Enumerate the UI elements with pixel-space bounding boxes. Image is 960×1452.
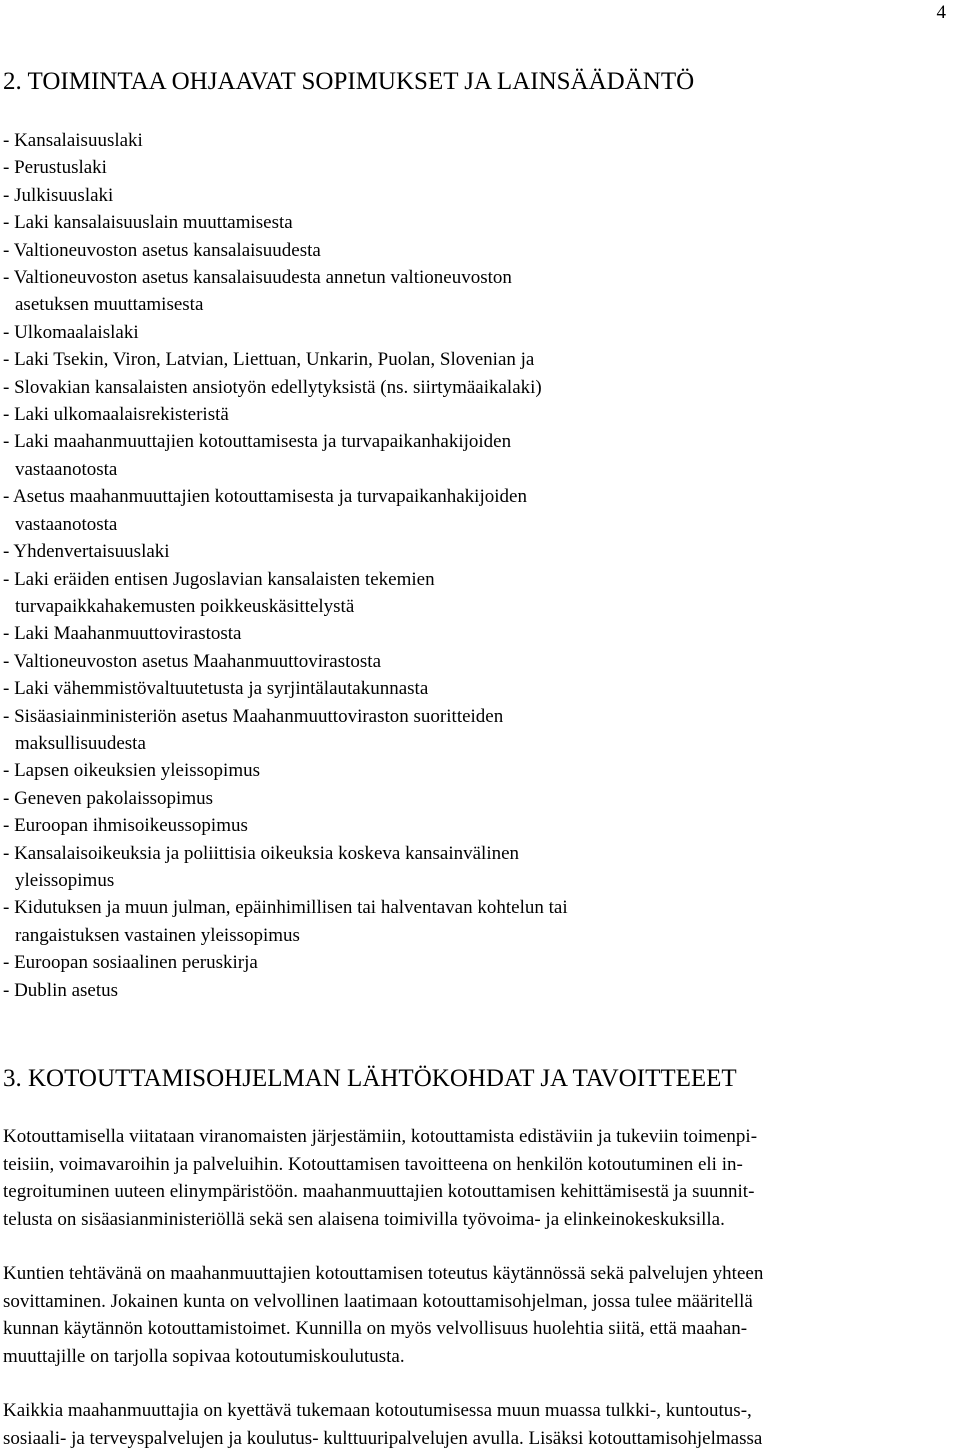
paragraph-line: sosiaali- ja terveyspalvelujen ja koulutus- kulttuuripalvelujen avulla. Lisäksi kotouttamisohjelmassa [3, 1427, 763, 1449]
paragraph-line: telusta on sisäasianministeriöllä sekä sen alaisena toimivilla työvoima- ja elinkeinokeskuksilla. [3, 1208, 725, 1230]
list-item: - Euroopan sosiaalinen peruskirja [3, 952, 258, 974]
list-item: - Sisäasiainministeriön asetus Maahanmuuttoviraston suoritteiden [3, 705, 504, 727]
paragraph-line: Kaikkia maahanmuuttajia on kyettävä tukemaan kotoutumisessa muun muassa tulkki-, kuntoutus-, [3, 1400, 752, 1421]
paragraph [3, 1397, 958, 1452]
list-item: - Julkisuuslaki [3, 184, 114, 206]
list-item-continuation: asetuksen muuttamisesta [15, 294, 204, 316]
paragraph [3, 1260, 958, 1370]
paragraph-line: sovittaminen. Jokainen kunta on velvollinen laatimaan kotouttamisohjelman, jossa tulee määritellä [3, 1290, 753, 1312]
legislation-list [3, 127, 568, 1004]
list-item: - Laki Tsekin, Viron, Latvian, Liettuan, Unkarin, Puolan, Slovenian ja [3, 349, 535, 371]
list-item-continuation: vastaanotosta [15, 458, 118, 480]
list-item: - Laki Maahanmuuttovirastosta [3, 623, 242, 645]
list-item: - Laki vähemmistövaltuutetusta ja syrjintälautakunnasta [3, 678, 429, 700]
list-item: - Valtioneuvoston asetus kansalaisuudesta annetun valtioneuvoston [3, 267, 512, 289]
paragraph-line: teisiin, voimavaroihin ja palveluihin. Kotouttamisen tavoitteena on henkilön kotoutuminen eli in- [3, 1153, 743, 1175]
paragraph-line: kunnan käytännön kotouttamistoimet. Kunnilla on myös velvollisuus huolehtia siitä, että maahan- [3, 1318, 748, 1340]
list-item: - Kidutuksen ja muun julman, epäinhimillisen tai halventavan kohtelun tai [3, 897, 568, 919]
list-item: - Yhdenvertaisuuslaki [3, 541, 170, 563]
list-item: - Laki kansalaisuuslain muuttamisesta [3, 212, 293, 234]
list-item: - Laki maahanmuuttajien kotouttamisesta ja turvapaikanhakijoiden [3, 431, 512, 453]
list-item: - Perustuslaki [3, 157, 107, 179]
list-item: - Laki eräiden entisen Jugoslavian kansalaisten tekemien [3, 568, 435, 590]
paragraph-line: muuttajille on tarjolla sopivaa kotoutumiskoulutusta. [3, 1345, 405, 1367]
list-item-continuation: vastaanotosta [15, 513, 118, 535]
list-item: - Kansalaisuuslaki [3, 130, 143, 151]
list-item: - Valtioneuvoston asetus kansalaisuudesta [3, 239, 321, 261]
section-2-heading: 2. TOIMINTAA OHJAAVAT SOPIMUKSET JA LAINSÄÄDÄNTÖ [3, 68, 695, 95]
list-item: - Geneven pakolaissopimus [3, 787, 214, 809]
list-item-continuation: rangaistuksen vastainen yleissopimus [15, 924, 300, 946]
paragraph-line: Kotouttamisella viitataan viranomaisten järjestämiin, kotouttamista edistäviin ja tukeviin toimenpi- [3, 1126, 758, 1147]
page-number: 4 [936, 2, 946, 23]
list-item-continuation: turvapaikkahakemusten poikkeuskäsittelystä [15, 595, 355, 617]
paragraph-line: tegroituminen uuteen elinympäristöön. maahanmuuttajien kotouttamisen kehittämisestä ja suunnit- [3, 1181, 755, 1203]
list-item: - Lapsen oikeuksien yleissopimus [3, 760, 260, 782]
list-item: - Ulkomaalaislaki [3, 321, 139, 343]
paragraph [3, 1123, 958, 1233]
list-item: - Laki ulkomaalaisrekisteristä [3, 404, 229, 426]
list-item: - Kansalaisoikeuksia ja poliittisia oikeuksia koskeva kansainvälinen [3, 842, 520, 864]
list-item: - Dublin asetus [3, 979, 119, 1001]
list-item: - Asetus maahanmuuttajien kotouttamisesta ja turvapaikanhakijoiden [3, 486, 527, 508]
list-item-continuation: maksullisuudesta [15, 732, 146, 754]
paragraph-line: Kuntien tehtävänä on maahanmuuttajien kotouttamisen toteutus käytännössä sekä palvelujen yhteen [3, 1263, 764, 1284]
section-3-heading: 3. KOTOUTTAMISOHJELMAN LÄHTÖKOHDAT JA TAVOITTEEET [3, 1065, 737, 1092]
list-item: - Valtioneuvoston asetus Maahanmuuttovirastosta [3, 650, 382, 672]
list-item: - Slovakian kansalaisten ansiotyön edellytyksistä (ns. siirtymäaikalaki) [3, 376, 542, 398]
list-item: - Euroopan ihmisoikeussopimus [3, 815, 248, 837]
list-item-continuation: yleissopimus [15, 869, 115, 891]
